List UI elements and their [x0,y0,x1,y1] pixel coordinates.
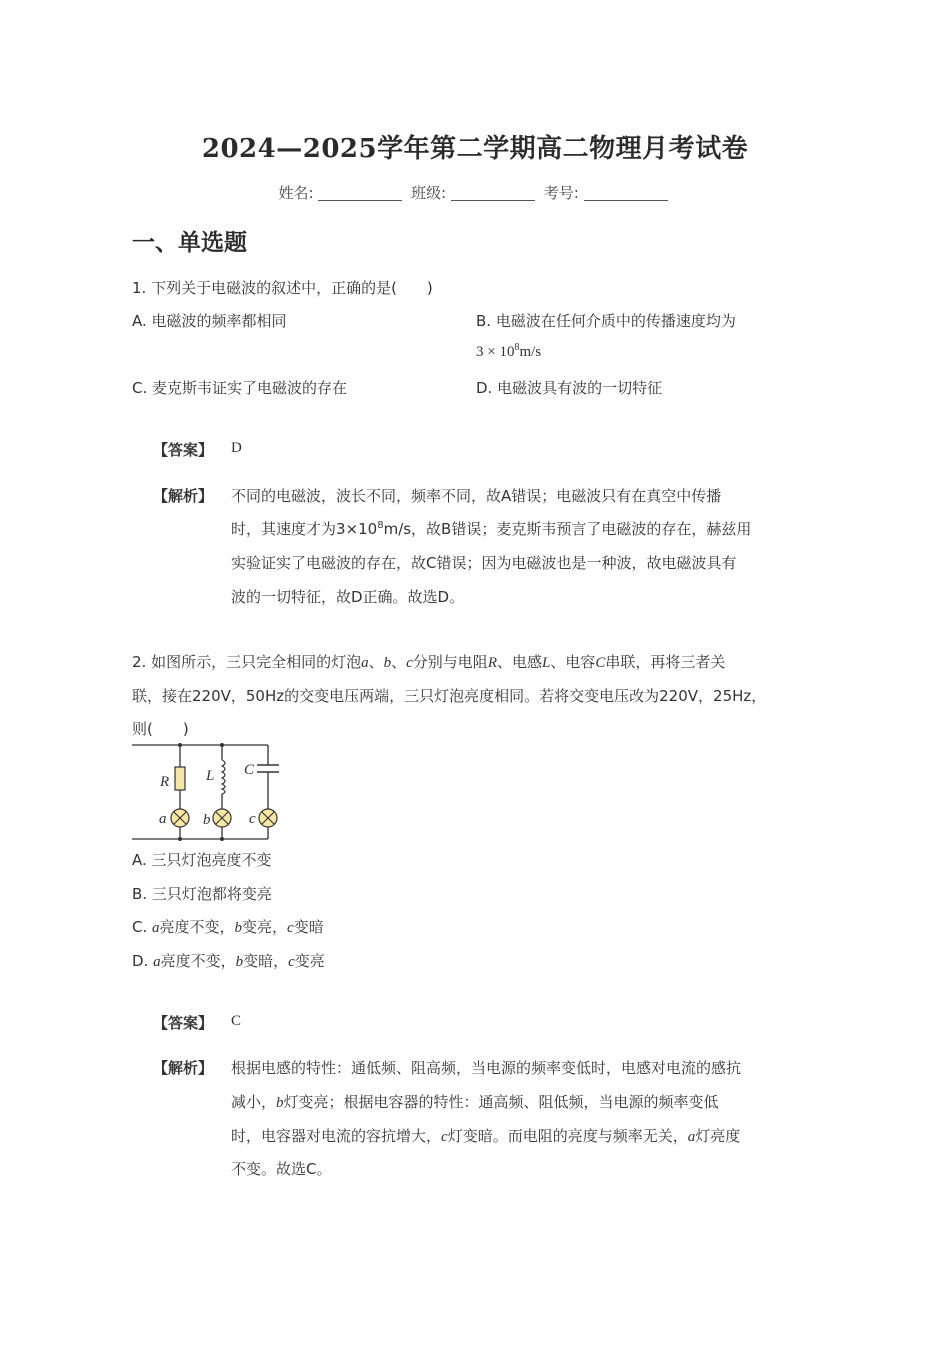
q2-stem-r: R [487,655,497,671]
junction-dot-l [220,743,224,747]
q1-analysis-l2b: m/s，故B错误；麦克斯韦预言了电磁波的存在，赫兹用 [383,520,752,538]
q2-option-d-b: b [235,954,244,970]
q2-analysis-l3b: c [441,1129,448,1145]
id-label: 考号: [543,184,579,202]
q2-option-d [132,950,325,971]
q1-analysis-line-3: 实验证实了电磁波的存在，故C错误；因为电磁波也是一种波，故电磁波具有 [231,554,737,572]
q2-option-d-t3: 变亮 [294,952,325,970]
q2-analysis-l2a: 减小， [231,1093,277,1111]
q2-option-c-t1: 亮度不变， [159,918,235,936]
q2-analysis-l3d: a [687,1129,696,1145]
q2-option-c-b: b [234,920,243,936]
lamp-a-icon [171,809,189,827]
label-c: C [244,762,255,778]
student-info-row [0,182,950,203]
q2-option-b: B. 三只灯泡都将变亮 [132,885,272,903]
label-c-lamp: c [249,811,256,827]
q1-option-b-value [476,344,541,361]
junction-dot-r-bottom [178,837,182,841]
q1-stem: 1. 下列关于电磁波的叙述中，正确的是( ) [132,279,433,297]
q2-stem-c-cap: C [595,655,606,671]
label-a: a [159,811,167,827]
q2-stem-l: L [542,655,551,671]
label-l: L [206,768,215,784]
q2-analysis-l2b: b [276,1095,284,1111]
q1-analysis-tag: 【解析】 [153,487,214,505]
q1-option-b: B. 电磁波在任何介质中的传播速度均为 [476,312,736,330]
q2-stem-b: b [383,655,392,671]
q2-stem-sep1: 、 [368,653,384,671]
q2-analysis-tag: 【解析】 [153,1059,214,1077]
q1-answer-value: D [231,440,242,456]
q1-analysis-line-2 [231,518,751,539]
q2-option-c-pre: C. [132,918,153,936]
junction-dot-l-bottom [220,837,224,841]
id-blank[interactable] [584,184,668,201]
junction-dot-r [178,743,182,747]
page-title: 2024—2025学年第二学期高二物理月考试卷 [201,134,749,164]
q2-analysis-l3c: 灯变暗。而电阻的亮度与频率无关， [447,1127,688,1145]
q2-stem-line-3: 则( ) [132,720,189,738]
q2-stem-sep2: 、 [391,653,407,671]
q2-option-d-pre: D. [132,952,154,970]
q1-option-c: C. 麦克斯韦证实了电磁波的存在 [132,379,348,397]
q2-option-c-t2: 变亮， [242,918,288,936]
q2-analysis-line-3 [231,1125,740,1146]
class-label: 班级: [411,184,447,202]
q1-option-d: D. 电磁波具有波的一切特征 [476,379,663,397]
lamp-c-icon [259,809,277,827]
q1-option-a: A. 电磁波的频率都相同 [132,312,287,330]
q2-option-c-a: a [152,920,160,936]
q1-option-b-value-unit: m/s [519,344,542,360]
q2-stem-p1: 2. 如图所示，三只完全相同的灯泡 [132,653,362,671]
name-label: 姓名: [278,184,314,202]
q2-analysis-l3e: 灯亮度 [695,1127,741,1145]
q2-option-a: A. 三只灯泡亮度不变 [132,851,272,869]
q2-stem-p4: 、电容 [550,653,596,671]
q1-answer-tag: 【答案】 [153,441,214,459]
section-title: 一、单选题 [132,230,247,256]
q2-analysis-line-4: 不变。故选C。 [231,1160,332,1178]
q2-option-c [132,916,324,937]
q2-stem-c: c [406,655,413,671]
lamp-b-icon [213,809,231,827]
q2-stem-line-1 [132,651,725,672]
q2-option-d-a: a [153,954,161,970]
q1-analysis-line-1: 不同的电磁波，波长不同，频率不同，故A错误；电磁波只有在真空中传播 [231,487,722,505]
q2-option-c-c: c [287,920,294,936]
q1-analysis-l2a: 时，其速度才为3×10 [231,520,378,538]
label-b: b [203,812,211,828]
q2-analysis-line-2 [231,1091,719,1112]
class-blank[interactable] [451,184,535,201]
q2-stem-p3: 、电感 [496,653,542,671]
q1-option-b-value-exp: 8 [514,342,520,353]
resistor-symbol [175,767,185,790]
q2-answer-tag: 【答案】 [153,1014,214,1032]
label-r: R [160,774,170,790]
q2-analysis-l3a: 时，电容器对电流的容抗增大， [231,1127,442,1145]
q2-analysis-line-1: 根据电感的特性：通低频、阻高频，当电源的频率变低时，电感对电流的感抗 [231,1059,742,1077]
q2-stem-p5: 串联，再将三者关 [605,653,726,671]
name-blank[interactable] [318,184,402,201]
q2-option-d-t2: 变暗， [243,952,289,970]
q2-option-d-t1: 亮度不变， [160,952,236,970]
q1-analysis-l2exp: 8 [377,520,384,531]
circuit-diagram [130,740,286,844]
q2-stem-a: a [361,655,369,671]
q2-answer-value: C [231,1013,242,1029]
inductor-symbol [222,760,225,794]
q2-stem-p2: 分别与电阻 [412,653,488,671]
q2-analysis-l2c: 灯变亮；根据电容器的特性：通高频、阻低频，当电源的频率变低 [283,1093,719,1111]
q1-analysis-line-4: 波的一切特征，故D正确。故选D。 [231,588,465,606]
q2-option-c-t3: 变暗 [293,918,324,936]
q2-stem-line-2: 联，接在220V，50Hz的交变电压两端，三只灯泡亮度相同。若将交变电压改为220V，25Hz， [132,687,767,705]
capacitor-symbol [257,765,279,772]
q1-option-b-value-base: 3 × 10 [476,344,515,360]
q2-option-d-c: c [288,954,295,970]
